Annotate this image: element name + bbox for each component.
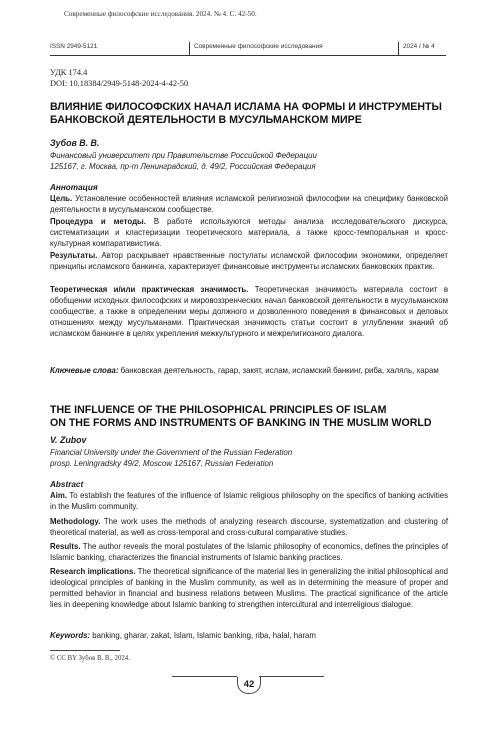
en-methods — [50, 517, 448, 539]
ru-significance — [50, 285, 448, 340]
ru-keywords — [50, 366, 448, 377]
en-abstract-heading: Abstract — [50, 480, 84, 489]
issn: ISSN 2949-5121 — [50, 43, 98, 50]
page-number-rule-left — [172, 676, 237, 677]
ru-title-line: ВЛИЯНИЕ ФИЛОСОФСКИХ НАЧАЛ ИСЛАМА НА ФОРМЫ И ИНСТРУМЕНТЫ — [50, 101, 442, 113]
udc: УДК 174.4 — [50, 68, 88, 77]
en-affiliation-line: Financial University under the Government of the Russian Federation — [50, 448, 293, 457]
en-title-line: ON THE FORMS AND INSTRUMENTS OF BANKING IN THE MUSLIM WORLD — [50, 417, 432, 429]
en-methods-label: Methodology. — [50, 517, 101, 526]
en-aim-label: Aim. — [50, 491, 67, 500]
en-methods-text: The work uses the methods of analyzing research discourse, systematization and clustering of theoretical material, as well as cross-temporal and cross-cultural comparative studies. — [50, 517, 448, 537]
copyright-footnote: © CC BY Зубов В. В., 2024. — [50, 655, 130, 662]
citation-line: Современные философские исследования. 2024. № 4. С. 42-50. — [64, 10, 257, 18]
en-affiliation-line: prosp. Leningradsky 49/2, Moscow 125167, Russian Federation — [50, 459, 274, 468]
en-keywords — [50, 631, 448, 642]
en-keywords-label: Keywords: — [50, 631, 91, 640]
issue-number: 2024 / № 4 — [403, 43, 435, 50]
en-implications — [50, 567, 448, 611]
header-divider — [189, 42, 190, 55]
ru-title — [50, 101, 450, 127]
en-results — [50, 542, 448, 564]
header-rule — [50, 55, 446, 56]
en-title-line: THE INFLUENCE OF THE PHILOSOPHICAL PRINCIPLES OF ISLAM — [50, 404, 387, 416]
ru-abstract-heading: Аннотация — [50, 183, 98, 192]
header-divider — [398, 42, 399, 55]
ru-affiliation-line: 125167, г. Москва, пр-т Ленинградский, д. 49/2, Российская Федерация — [50, 162, 316, 171]
ru-results-label: Результаты. — [50, 251, 98, 260]
ru-affiliation-line: Финансовый университет при Правительстве Российской Федерации — [50, 151, 317, 160]
footnote-rule — [50, 650, 120, 651]
ru-keywords-label: Ключевые слова: — [50, 366, 119, 375]
ru-methods-text: В работе используются методы анализа исследовательского дискурса, систематизации и кластеризации теоретического материала, а также кросс-темпоральная и кросс-культурная компаративистика. — [50, 217, 448, 248]
ru-results-text: Автор раскрывает нравственные постулаты исламской философии экономики, определяет принципы исламского банкинга, характеризует финансовые инструменты исламских банковских практик. — [50, 251, 448, 271]
ru-author: Зубов В. В. — [50, 138, 100, 148]
page-number-rule-right — [259, 676, 324, 677]
doi: DOI: 10.18384/2949-5148-2024-4-42-50 — [50, 79, 189, 88]
en-title — [50, 404, 450, 430]
en-author: V. Zubov — [50, 435, 87, 445]
en-aim-text: To establish the features of the influence of Islamic religious philosophy on the specifics of banking activities in the Muslim community. — [50, 491, 448, 511]
page-number: 42 — [237, 677, 261, 694]
journal-name: Современные философские исследования — [194, 43, 323, 50]
ru-aim — [50, 194, 448, 216]
ru-affiliation — [50, 150, 317, 172]
en-affiliation — [50, 447, 292, 469]
en-implications-text: The theoretical significance of the material lies in generalizing the initial philosophical and ideological principles of banking in the Muslim community, as well as in determining the measure of proper and permitted behavior in financial and business relations between Muslims. The practical significance of the article lies in deepening knowledge about Islamic banking to strengthen intercultural and interreligious dialogue. — [50, 567, 448, 609]
ru-significance-text: Теоретическая значимость материала состоит в обобщении исходных философских и мировоззренческих начал банковской деятельности в мусульманском сообществе, а также в определении меры должного и дозволенного поведения в финансовых и деловых отношениях между мусульманами. Практическая значимость статьи состоит в углублении знаний об исламском банкинге в целях укрепления межкультурного и межрелигиозного диалога. — [50, 285, 448, 338]
ru-significance-label: Теоретическая и/или практическая значимость. — [50, 285, 249, 294]
en-keywords-text: banking, gharar, zakat, Islam, Islamic banking, riba, halal, haram — [90, 631, 316, 640]
ru-keywords-text: банковская деятельность, гарар, закят, ислам, исламский банкинг, риба, халяль, харам — [118, 366, 439, 375]
en-results-label: Results. — [50, 542, 81, 551]
ru-methods-label: Процедура и методы. — [50, 217, 146, 226]
ru-methods — [50, 217, 448, 250]
en-results-text: The author reveals the moral postulates of the Islamic philosophy of economics, defines the principles of Islamic banking, characterizes the financial instruments of Islamic banking practices. — [50, 542, 448, 562]
en-implications-label: Research implications. — [50, 567, 136, 576]
ru-results — [50, 251, 448, 273]
ru-aim-label: Цель. — [50, 194, 73, 203]
en-aim — [50, 491, 448, 513]
ru-aim-text: Установление особенностей влияния исламской религиозной философии на специфику банковской деятельности в мусульманском сообществе. — [50, 194, 448, 214]
ru-title-line: БАНКОВСКОЙ ДЕЯТЕЛЬНОСТИ В МУСУЛЬМАНСКОМ МИРЕ — [50, 114, 362, 126]
